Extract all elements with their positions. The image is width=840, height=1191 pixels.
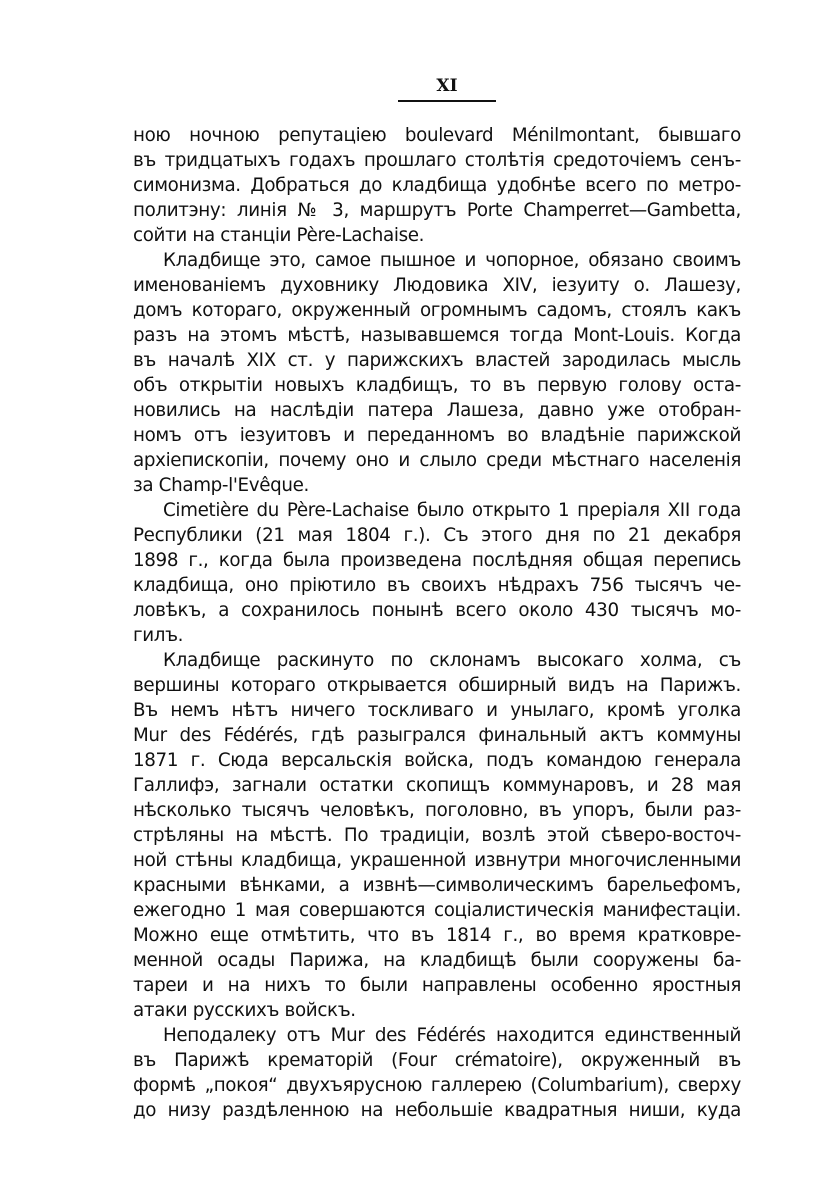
page-number: XI	[436, 76, 458, 96]
text-line: архiепископiи, почему оно и слыло среди мѣстнаго населенiя	[133, 450, 741, 471]
text-line: вершины котораго открывается обширный видъ на Парижъ.	[133, 675, 741, 696]
text-line: новились на наслѣдiи патера Лашеза, давно уже отобран-	[133, 400, 741, 421]
text-line: симонизма. Добраться до кладбища удобнѣе всего по метро-	[133, 175, 741, 196]
text-line: 1898 г., когда была произведена послѣдняя общая перепись	[133, 550, 741, 571]
body-text	[133, 123, 741, 1123]
text-line: Неподалеку отъ Mur des Fédérés находится единственный	[163, 1025, 741, 1046]
text-line: до низу раздѣленною на небольшiе квадратныя ниши, куда	[133, 1100, 741, 1121]
text-line: Кладбище это, самое пышное и чопорное, обязано своимъ	[163, 250, 741, 271]
text-line: за Champ-l'Evêque.	[133, 475, 309, 496]
paragraph	[133, 648, 741, 1023]
text-line: атаки русскихъ войскъ.	[133, 1000, 356, 1021]
text-line: 1871 г. Сюда версальскiя войска, подъ командою генерала	[133, 750, 741, 771]
text-line: домъ котораго, окруженный огромнымъ садомъ, стоялъ какъ	[133, 300, 741, 321]
text-line: сойти на станцiи Père-Lachaise.	[133, 225, 425, 246]
text-line: Кладбище раскинуто по склонамъ высокаго холма, съ	[163, 650, 741, 671]
paragraph	[133, 498, 741, 648]
text-line: Можно еще отмѣтить, что въ 1814 г., во время кратковре-	[133, 925, 741, 946]
text-line: Cimetière du Père-Lachaise было открыто 1 преріаля XII года	[163, 500, 741, 521]
text-line: въ тридцатыхъ годахъ прошлаго столѣтiя средоточiемъ сенъ-	[133, 150, 741, 171]
text-line: Въ немъ нѣтъ ничего тоскливаго и унылаго, кромѣ уголка	[133, 700, 741, 721]
paragraph	[133, 123, 741, 248]
text-line: въ Парижѣ крематорiй (Four crématoire), окруженный въ	[133, 1050, 741, 1071]
text-line: красными вѣнками, а извнѣ—символическимъ барельефомъ,	[133, 875, 741, 896]
text-line: ловѣкъ, а сохранилось понынѣ всего около 430 тысячъ мо-	[133, 600, 741, 621]
text-line: нѣсколько тысячъ человѣкъ, поголовно, въ упоръ, были раз-	[133, 800, 741, 821]
text-line: именованiемъ духовнику Людовика XIV, iезуиту о. Лашезу,	[133, 275, 741, 296]
text-line: ною ночною репутацiею boulevard Ménilmontant, бывшаго	[133, 125, 741, 146]
text-line: ной стѣны кладбища, украшенной извнутри многочисленными	[133, 850, 741, 871]
text-line: номъ отъ iезуитовъ и переданномъ во владѣнiе парижской	[133, 425, 741, 446]
text-line: объ открытiи новыхъ кладбищъ, то въ первую голову оста-	[133, 375, 741, 396]
text-line: тареи и на нихъ то были направлены особенно яростныя	[133, 975, 741, 996]
text-line: Галлифэ, загнали остатки скопищъ коммунаровъ, и 28 мая	[133, 775, 741, 796]
text-line: стрѣляны на мѣстѣ. По традицiи, возлѣ этой сѣверо-восточ-	[133, 825, 741, 846]
paragraph	[133, 1023, 741, 1123]
text-line: гилъ.	[133, 625, 184, 646]
text-line: ежегодно 1 мая совершаются соцiалистическiя манифестацiи.	[133, 900, 741, 921]
text-line: Республики (21 мая 1804 г.). Съ этого дня по 21 декабря	[133, 525, 741, 546]
text-line: въ началѣ XIX ст. у парижскихъ властей зародилась мысль	[133, 350, 741, 371]
paragraph	[133, 248, 741, 498]
text-line: Mur des Fédérés, гдѣ разыгрался финальный актъ коммуны	[133, 725, 741, 746]
text-line: кладбища, оно прiютило въ своихъ нѣдрахъ 756 тысячъ че-	[133, 575, 741, 596]
text-line: менной осады Парижа, на кладбищѣ были сооружены ба-	[133, 950, 741, 971]
text-line: разъ на этомъ мѣстѣ, называвшемся тогда Mont-Louis. Когда	[133, 325, 741, 346]
text-line: политэну: линiя № 3, маршрутъ Porte Champerret—Gambetta,	[133, 200, 741, 221]
header-rule	[398, 100, 496, 102]
text-line: формѣ „покоя“ двухъярусною галлерею (Columbarium), сверху	[133, 1075, 741, 1096]
